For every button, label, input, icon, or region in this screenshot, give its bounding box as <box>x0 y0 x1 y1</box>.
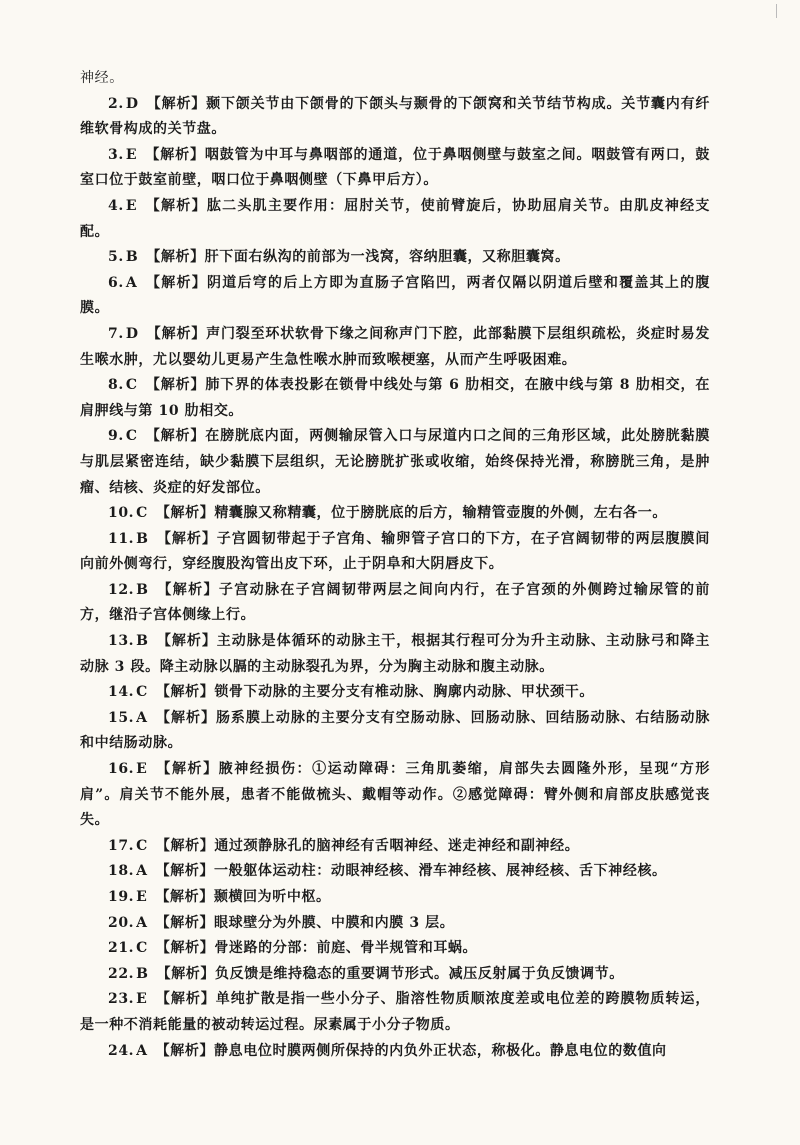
page-edge-mark <box>776 4 777 18</box>
question-number: 22. <box>108 965 135 982</box>
answer-letter: E <box>125 197 138 214</box>
answer-item <box>80 245 710 271</box>
question-number: 5. <box>108 249 124 266</box>
question-number: 14. <box>108 684 135 701</box>
explanation-text: 静息电位时膜两侧所保持的内负外正状态，称极化。静息电位的数值向 <box>214 1042 667 1059</box>
question-number: 18. <box>108 863 135 880</box>
explanation-tag: 【解析】 <box>155 684 215 701</box>
answer-letter: B <box>136 633 149 650</box>
answer-letter: E <box>136 761 148 778</box>
answer-item <box>80 885 710 911</box>
explanation-text: 颞横回为听中枢。 <box>213 889 331 905</box>
answer-letter: E <box>125 146 138 163</box>
explanation-text: 子宫动脉在子宫阔韧带两层之间向内行，在子宫颈的外侧跨过输尿管的前方，继沿子宫体侧缘上行。 <box>80 581 710 624</box>
explanation-tag: 【解析】 <box>145 146 205 163</box>
explanation-tag: 【解析】 <box>155 991 216 1008</box>
explanation-tag: 【解析】 <box>155 837 215 854</box>
question-number: 17. <box>108 837 135 854</box>
answer-item <box>80 962 710 988</box>
explanation-text: 肺下界的体表投影在锁骨中线处与第 6 肋相交，在腋中线与第 8 肋相交，在肩胛线与第 10 肋相交。 <box>80 377 710 419</box>
answer-list <box>80 92 710 1065</box>
answer-item <box>80 859 710 885</box>
explanation-text: 眼球壁分为外膜、中膜和内膜 3 层。 <box>214 914 455 931</box>
explanation-tag: 【解析】 <box>155 940 215 957</box>
answer-letter: A <box>136 1042 148 1059</box>
explanation-text: 颞下颌关节由下颌骨的下颌头与颞骨的下颌窝和关节结节构成。关节囊内有纤维软骨构成的关节盘。 <box>80 95 710 138</box>
explanation-tag: 【解析】 <box>145 274 208 291</box>
explanation-text: 一般躯体运动柱：动眼神经核、滑车神经核、展神经核、舌下神经核。 <box>214 863 667 880</box>
question-number: 23. <box>108 991 135 1008</box>
question-number: 11. <box>108 530 135 547</box>
explanation-text: 子宫圆韧带起于子宫角、输卵管子宫口的下方，在子宫阔韧带的两层腹膜间向前外侧弯行，穿经腹股沟管出皮下环，止于阴阜和大阴唇皮下。 <box>80 530 710 573</box>
answer-item <box>80 373 710 424</box>
question-number: 15. <box>108 709 135 726</box>
explanation-tag: 【解析】 <box>145 428 206 445</box>
answer-item <box>80 322 710 373</box>
question-number: 16. <box>108 761 135 778</box>
explanation-text: 声门裂至环状软骨下缘之间称声门下腔，此部黏膜下层组织疏松，炎症时易发生喉水肿，尤以婴幼儿更易产生急性喉水肿而致喉梗塞，从而产生呼吸困难。 <box>80 325 710 368</box>
explanation-tag: 【解析】 <box>145 197 207 214</box>
explanation-tag: 【解析】 <box>155 889 214 905</box>
explanation-text: 咽鼓管为中耳与鼻咽部的通道，位于鼻咽侧壁与鼓室之间。咽鼓管有两口，鼓室口位于鼓室前壁，咽口位于鼻咽侧壁（下鼻甲后方）。 <box>80 146 710 189</box>
answer-letter: C <box>136 837 148 854</box>
answer-letter: B <box>136 530 149 547</box>
answer-letter: A <box>136 863 148 880</box>
answer-letter: C <box>125 377 138 394</box>
continued-text: 神经。 <box>80 70 124 86</box>
question-number: 13. <box>108 633 135 650</box>
answer-item <box>80 834 710 860</box>
explanation-tag: 【解析】 <box>155 1042 215 1059</box>
question-number: 2. <box>108 95 124 112</box>
explanation-tag: 【解析】 <box>146 95 207 112</box>
answer-letter: C <box>136 684 148 701</box>
answer-letter: B <box>136 581 149 598</box>
answer-item <box>80 92 710 143</box>
answer-item <box>80 680 710 706</box>
explanation-tag: 【解析】 <box>155 761 219 778</box>
question-number: 7. <box>108 325 124 342</box>
answer-item <box>80 911 710 937</box>
answer-letter: B <box>136 965 149 982</box>
answer-letter: C <box>136 505 148 522</box>
question-number: 3. <box>108 146 124 163</box>
question-number: 4. <box>108 197 124 214</box>
explanation-tag: 【解析】 <box>155 863 215 880</box>
explanation-text: 通过颈静脉孔的脑神经有舌咽神经、迷走神经和副神经。 <box>214 837 580 854</box>
explanation-text: 在膀胱底内面，两侧输尿管入口与尿道内口之间的三角形区域，此处膀胱黏膜与肌层紧密连结，缺少黏膜下层组织，无论膀胱扩张或收缩，始终保持光滑，称膀胱三角，是肿瘤、结核、炎症的好发部位。 <box>80 428 710 496</box>
explanation-tag: 【解析】 <box>146 325 207 342</box>
answer-letter: C <box>125 428 138 445</box>
answer-letter: D <box>125 325 139 342</box>
answer-item <box>80 578 710 629</box>
answer-item <box>80 987 710 1038</box>
explanation-tag: 【解析】 <box>156 581 219 598</box>
answer-item <box>80 706 710 757</box>
answer-letter: E <box>136 889 148 905</box>
question-number: 12. <box>108 581 135 598</box>
explanation-tag: 【解析】 <box>156 530 217 547</box>
answer-letter: A <box>136 914 148 931</box>
explanation-text: 肱二头肌主要作用：屈肘关节，使前臂旋后，协助屈肩关节。由肌皮神经支配。 <box>80 197 710 240</box>
answer-letter: B <box>125 249 139 266</box>
explanation-tag: 【解析】 <box>155 709 216 726</box>
answer-item <box>80 424 710 501</box>
answer-item <box>80 629 710 680</box>
answer-letter: E <box>136 991 148 1008</box>
explanation-text: 阴道后穹的后上方即为直肠子宫陷凹，两者仅隔以阴道后壁和覆盖其上的腹膜。 <box>80 274 710 317</box>
explanation-text: 锁骨下动脉的主要分支有椎动脉、胸廓内动脉、甲状颈干。 <box>214 684 594 701</box>
answer-letter: C <box>136 940 148 957</box>
explanation-text: 负反馈是维持稳态的重要调节形式。减压反射属于负反馈调节。 <box>215 965 624 982</box>
explanation-text: 骨迷路的分部：前庭、骨半规管和耳蜗。 <box>214 940 478 957</box>
answer-item <box>80 143 710 194</box>
question-number: 6. <box>108 274 124 291</box>
answer-item <box>80 1039 710 1065</box>
explanation-text: 主动脉是体循环的动脉主干，根据其行程可分为升主动脉、主动脉弓和降主动脉 3 段。降主动脉以膈的主动脉裂孔为界，分为胸主动脉和腹主动脉。 <box>80 633 710 675</box>
question-number: 9. <box>108 428 124 445</box>
answer-letter: A <box>136 709 148 726</box>
explanation-tag: 【解析】 <box>155 505 215 522</box>
answer-item <box>80 501 710 527</box>
question-number: 10. <box>108 505 135 522</box>
explanation-text: 精囊腺又称精囊，位于膀胱底的后方，输精管壶腹的外侧，左右各一。 <box>214 505 667 522</box>
question-number: 20. <box>108 914 135 931</box>
question-number: 24. <box>108 1042 135 1059</box>
answer-item <box>80 271 710 322</box>
explanation-tag: 【解析】 <box>146 249 205 266</box>
question-number: 19. <box>108 889 135 905</box>
explanation-tag: 【解析】 <box>156 633 217 650</box>
explanation-text: 肝下面右纵沟的前部为一浅窝，容纳胆囊，又称胆囊窝。 <box>204 249 570 266</box>
answer-item <box>80 194 710 245</box>
answer-explanations-page <box>80 66 710 1064</box>
answer-item <box>80 757 710 834</box>
answer-letter: D <box>125 95 139 112</box>
answer-item <box>80 936 710 962</box>
explanation-text: 单纯扩散是指一些小分子、脂溶性物质顺浓度差或电位差的跨膜物质转运，是一种不消耗能量的被动转运过程。尿素属于小分子物质。 <box>80 991 710 1033</box>
question-number: 8. <box>108 377 124 394</box>
answer-item <box>80 527 710 578</box>
explanation-text: 肠系膜上动脉的主要分支有空肠动脉、回肠动脉、回结肠动脉、右结肠动脉和中结肠动脉。 <box>80 709 710 752</box>
question-number: 21. <box>108 940 135 957</box>
explanation-text: 腋神经损伤：①运动障碍：三角肌萎缩，肩部失去圆隆外形，呈现“方形肩”。肩关节不能外展，患者不能做梳头、戴帽等动作。②感觉障碍：臂外侧和肩部皮肤感觉丧失。 <box>80 761 710 829</box>
explanation-tag: 【解析】 <box>155 914 215 931</box>
answer-letter: A <box>125 274 138 291</box>
explanation-tag: 【解析】 <box>145 377 206 394</box>
explanation-tag: 【解析】 <box>156 965 216 982</box>
